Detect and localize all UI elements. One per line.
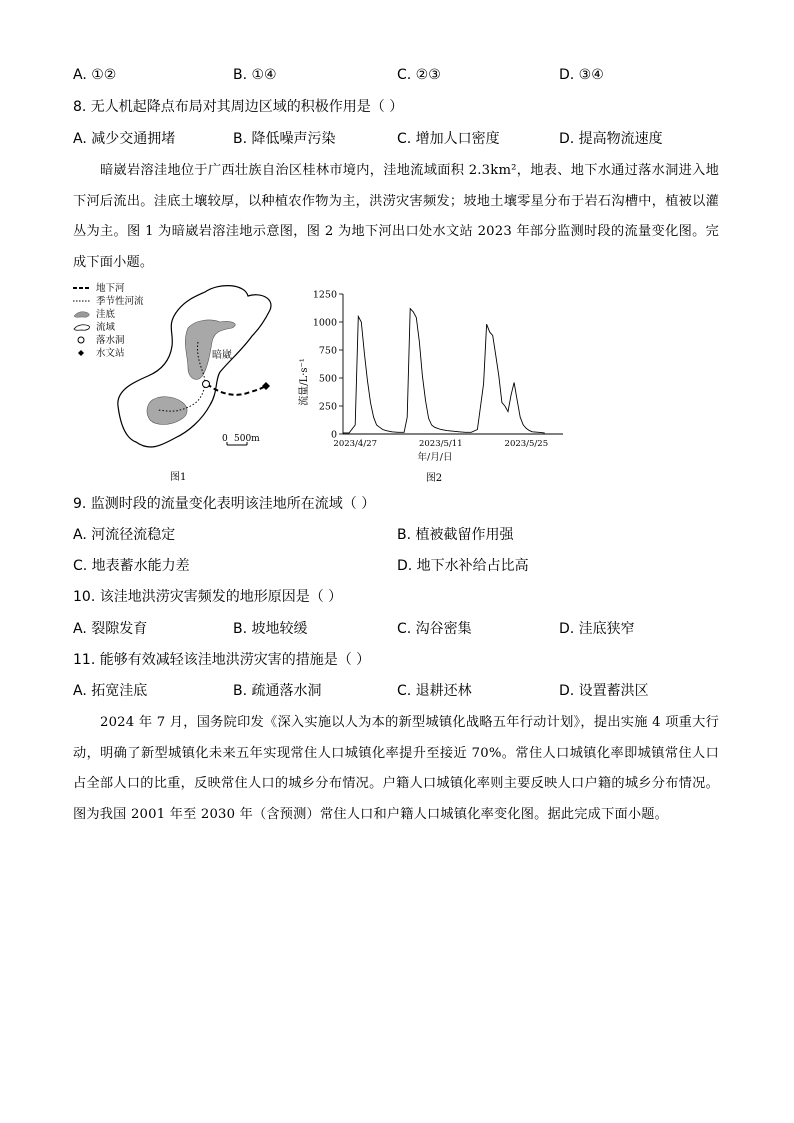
legend-hydro-station: 水文站 xyxy=(96,348,125,359)
q7-option-c: C. ②③ xyxy=(397,67,441,83)
q10-option-a: A. 裂隙发育 xyxy=(73,621,148,637)
q8-option-d: D. 提高物流速度 xyxy=(559,131,663,147)
scale-label-500m: 500m xyxy=(234,434,260,444)
y-tick-label: 500 xyxy=(318,373,337,385)
q9-option-d: D. 地下水补给占比高 xyxy=(397,558,529,574)
q9-option-b: B. 植被截留作用强 xyxy=(397,527,514,543)
figure2-caption: 图2 xyxy=(425,473,443,484)
q10-stem: 10. 该洼地洪涝灾害频发的地形原因是（ ） xyxy=(73,589,343,605)
figure2-flow-chart xyxy=(295,282,575,487)
hydro-station-icon xyxy=(262,382,270,390)
legend-underground-river: 地下河 xyxy=(96,283,125,294)
q8-option-c: C. 增加人口密度 xyxy=(397,131,500,147)
y-axis-label: 流量/L·s⁻¹ xyxy=(299,358,310,406)
y-tick-label: 0 xyxy=(330,429,337,441)
q8-stem: 8. 无人机起降点布局对其周边区域的积极作用是（ ） xyxy=(73,99,404,115)
q8-option-a: A. 减少交通拥堵 xyxy=(73,131,176,147)
figure1-legend xyxy=(72,282,172,364)
q10-option-b: B. 坡地较缓 xyxy=(233,621,308,637)
q9-option-a: A. 河流径流稳定 xyxy=(73,527,176,543)
q8-option-b: B. 降低噪声污染 xyxy=(233,131,336,147)
legend-sinkhole: 落水洞 xyxy=(96,335,125,346)
q10-option-c: C. 沟谷密集 xyxy=(397,621,472,637)
scale-label-0: 0 xyxy=(222,434,228,444)
q11-option-a: A. 拓宽洼底 xyxy=(73,683,148,699)
flow-series-line xyxy=(343,309,545,433)
legend-depression-floor: 洼底 xyxy=(96,309,116,320)
q11-stem: 11. 能够有效减轻该洼地洪涝灾害的措施是（ ） xyxy=(73,652,371,668)
q9-option-c: C. 地表蓄水能力差 xyxy=(73,558,190,574)
y-tick-label: 750 xyxy=(318,345,337,357)
passage-karst-depression: 暗崴岩溶洼地位于广西壮族自治区桂林市境内，洼地流域面积 2.3km²，地表、地下水通过落水洞进入地下河后流出。洼底土壤较厚，以种植农作物为主，洪涝灾害频发；坡地土壤零星分布于岩石沟槽中，植被以灌丛为主。图 1 为暗崴岩溶洼地示意图，图 2 为地下河出口处水文站 2023 年部分监测时段的流量变化图。完成下面小题。 xyxy=(73,163,719,270)
q11-option-b: B. 疏通落水洞 xyxy=(233,683,322,699)
q11-option-d: D. 设置蓄洪区 xyxy=(559,683,649,699)
q11-option-c: C. 退耕还林 xyxy=(397,683,472,699)
place-label: 暗崴 xyxy=(212,350,232,361)
y-tick-label: 1000 xyxy=(312,317,337,329)
x-tick-label: 2023/4/27 xyxy=(333,439,378,449)
x-tick-label: 2023/5/11 xyxy=(418,439,463,449)
legend-seasonal-river: 季节性河流 xyxy=(96,296,144,307)
q7-option-b: B. ①④ xyxy=(233,67,277,83)
y-tick-label: 250 xyxy=(318,401,337,413)
q7-option-d: D. ③④ xyxy=(559,67,604,83)
x-tick-label: 2023/5/25 xyxy=(504,439,549,449)
q7-option-a: A. ①② xyxy=(73,67,117,83)
legend-basin: 流域 xyxy=(96,322,116,333)
y-tick-label: 1250 xyxy=(312,289,337,301)
q9-stem: 9. 监测时段的流量变化表明该洼地所在流域（ ） xyxy=(73,496,376,512)
sinkhole-icon xyxy=(203,381,210,388)
x-axis-label: 年/月/日 xyxy=(417,452,453,463)
q10-option-d: D. 洼底狭窄 xyxy=(559,621,635,637)
passage-urbanization: 2024 年 7 月，国务院印发《深入实施以人为本的新型城镇化战略五年行动计划》，提出实施 4 项重大行动，明确了新型城镇化未来五年实现常住人口城镇化率提升至接近 70%。常住人口城镇化率即城镇常住人口占全部人口的比重，反映常住人口的城乡分布情况。户籍人口城镇化率则主要反映人口户籍的城乡分布情况。图为我国 2001 年至 2030 年（含预测）常住人口和户籍人口城镇化率变化图。据此完成下面小题。 xyxy=(73,715,719,822)
figure1-caption: 图1 xyxy=(170,472,187,483)
